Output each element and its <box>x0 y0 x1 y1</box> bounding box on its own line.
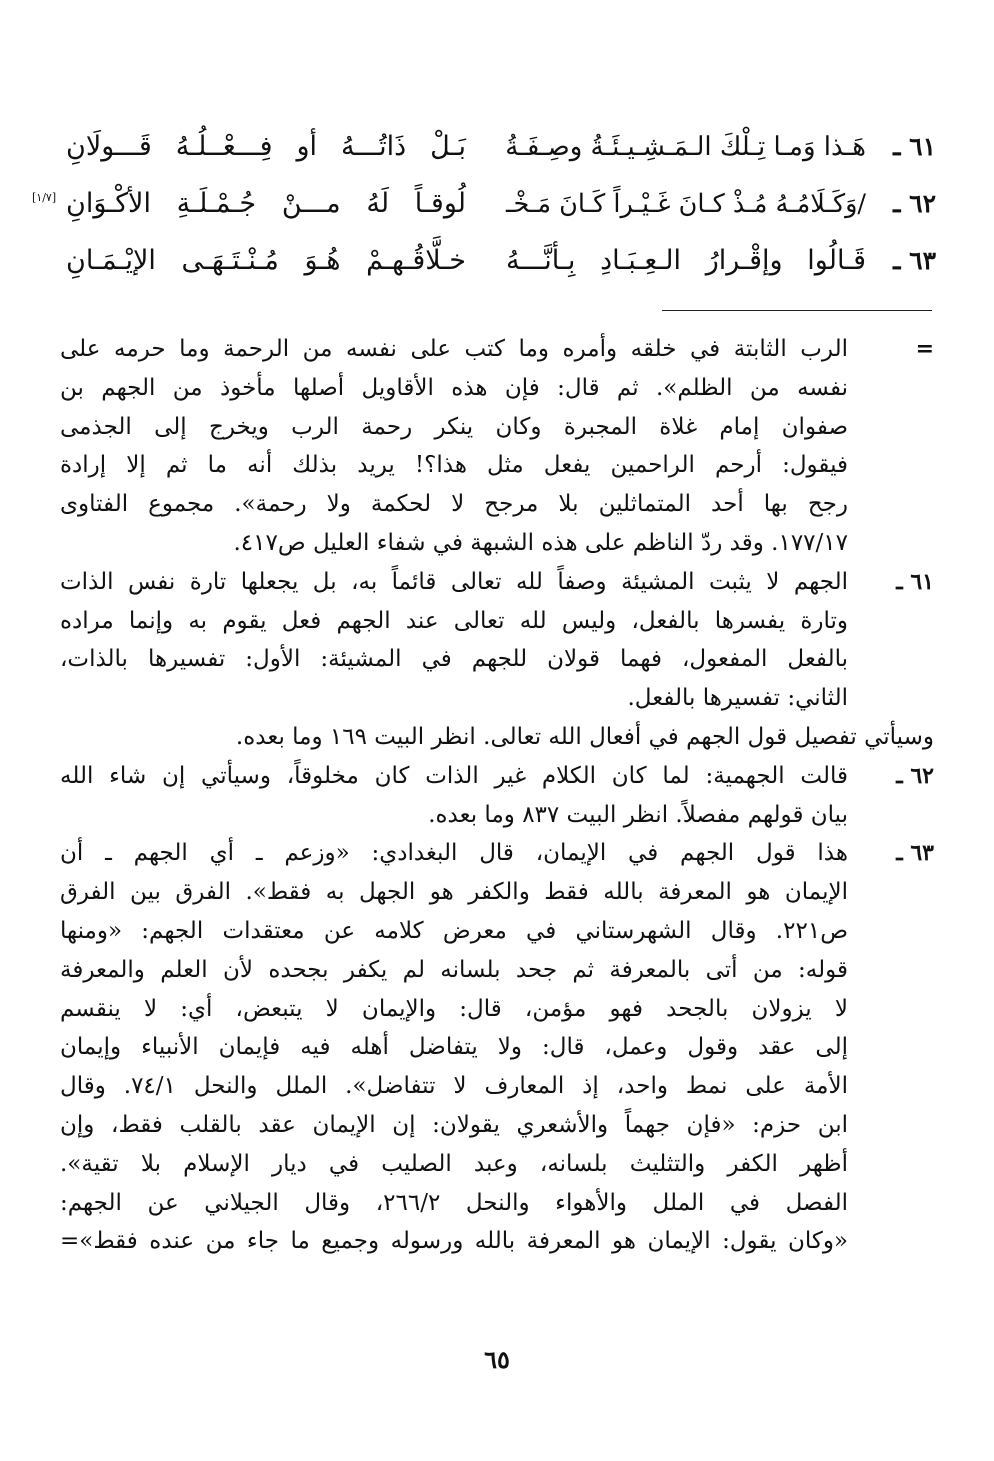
verse-second-hemistich: بَـلْ ذَاتُـــهُ أو فِـــعْــلُـهُ قَـــولَانِ <box>66 131 466 162</box>
footnote-label: ٦٣ ـ <box>896 840 934 867</box>
footnote-line: «وكان يقول: الإيمان هو المعرفة بالله ورسوله وجميع ما جاء من عنده فقط»= <box>60 1228 848 1255</box>
footnote-line: بيان قولهم مفصلاً. انظر البيت ٨٣٧ وما بعده. <box>428 801 848 828</box>
footnote-extra-line: وسيأتي تفصيل قول الجهم في أفعال الله تعالى. انظر البيت ١٦٩ وما بعده. <box>235 723 934 750</box>
volume-page-reference: [١/٧] <box>32 191 57 204</box>
footnotes <box>60 330 934 1261</box>
footnote-line: ١٧٧/١٧. وقد ردّ الناظم على هذه الشبهة في شفاء العليل ص٤١٧. <box>233 529 848 556</box>
verse-63 <box>56 232 936 289</box>
verse-second-hemistich: لُوقـاً لَهُ مـــنْ جُـمْـلَـةِ الأكْـوَانِ <box>66 188 466 219</box>
footnote-line: هذا قول الجهم في الإيمان، قال البغدادي: «وزعم ـ أي الجهم ـ أن <box>60 840 848 867</box>
footnote-line: الفصل في الملل والأهواء والنحل ٢٦٦/٢، وقال الجيلاني عن الجهم: <box>60 1189 848 1216</box>
footnote-body <box>60 757 848 835</box>
footnote-body <box>60 563 848 718</box>
verse-number: ٦٣ ـ <box>893 246 936 275</box>
footnote-line: صفوان إمام غلاة المجبرة وكان ينكر رحمة الرب ويخرج إلى الجذمى <box>60 413 848 440</box>
verse-62 <box>32 175 936 232</box>
verse-first-hemistich: /وَكَـلَامُـهُ مُـذْ كـانَ غَـيْـراً كَـانَ مَـخْـ <box>506 188 866 219</box>
footnote-body <box>60 834 848 1261</box>
footnote-63 <box>60 834 934 1261</box>
footnote-continuation <box>60 330 934 563</box>
footnote-line: لا يزولان بالجحد فهو مؤمن، قال: والإيمان لا يتبعض، أي: لا ينقسم <box>60 995 848 1022</box>
page-number: ٦٥ <box>484 1345 510 1374</box>
footnote-line: الجهم لا يثبت المشيئة وصفاً لله تعالى قائماً به، بل يجعلها تارة نفس الذات <box>60 568 848 595</box>
footnote-62 <box>60 757 934 835</box>
verse-61 <box>56 118 936 175</box>
poem-verses <box>32 118 936 289</box>
footnote-line: رجح بها أحد المتماثلين بلا مرجح لا لحكمة ولا رحمة». مجموع الفتاوى <box>60 491 848 518</box>
footnote-line: وتارة يفسرها بالفعل، وليس لله تعالى عند الجهم فعل يقوم به وإنما مراده <box>60 607 848 634</box>
verse-number: ٦١ ـ <box>893 132 936 161</box>
footnote-line: الأمة على نمط واحد، إذ المعارف لا تتفاضل». الملل والنحل ٧٤/١. وقال <box>60 1073 848 1100</box>
verse-first-hemistich: هَـذا وَمـا تِـلْكَ الـمَـشِـيـئَـةُ وصِـفَـةُ <box>505 131 866 162</box>
footnote-line: ص٢٢١. وقال الشهرستاني في معرض كلامه عن معتقدات الجهم: «ومنها <box>60 917 848 944</box>
footnote-line: قوله: من أتى بالمعرفة ثم جحد بلسانه لم يكفر بجحده لأن العلم والمعرفة <box>60 956 848 983</box>
verse-first-hemistich: قَـالُوا وإقْـرارُ الـعِـبَـادِ بِـأنَّـــهُ <box>506 245 866 276</box>
verse-second-hemistich: خـلَّاقُـهـمْ هُـوَ مُـنْـتَـهَـى الإيْـمَـانِ <box>66 245 466 276</box>
footnote-line: ابن حزم: «فإن جهماً والأشعري يقولان: إن الإيمان عقد بالقلب فقط، وإن <box>60 1111 848 1138</box>
footnote-line: فيقول: أرحم الراحمين يفعل مثل هذا؟! يريد بذلك أنه ما ثم إلا إرادة <box>60 452 848 479</box>
footnote-line: قالت الجهمية: لما كان الكلام غير الذات كان مخلوقاً، وسيأتي إن شاء الله <box>60 762 848 789</box>
footnote-line: بالفعل المفعول، فهما قولان للجهم في المشيئة: الأول: تفسيرها بالذات، <box>60 646 848 673</box>
footnote-label: ٦١ ـ <box>896 568 934 595</box>
footnote-label: = <box>915 336 934 362</box>
footnote-line: أظهر الكفر والتثليث بلسانه، وعبد الصليب في ديار الإسلام بلا تقية». <box>60 1150 848 1177</box>
verse-number: ٦٢ ـ <box>893 189 936 218</box>
footnote-line: الرب الثابتة في خلقه وأمره وما كتب على نفسه من الرحمة وما حرمه على <box>60 336 849 362</box>
footnote-line: نفسه من الظلم». ثم قال: فإن هذه الأقاويل أصلها مأخوذ من الجهم بن <box>60 374 848 401</box>
footnote-line: الإيمان هو المعرفة بالله فقط والكفر هو الجهل به فقط». الفرق بين الفرق <box>60 879 848 906</box>
footnote-line: الثاني: تفسيرها بالفعل. <box>627 685 848 712</box>
footnote-separator <box>662 310 932 311</box>
footnote-body <box>60 330 848 563</box>
footnote-61 <box>60 563 934 718</box>
footnote-label: ٦٢ ـ <box>896 762 934 789</box>
footnote-line: إلى عقد وقول وعمل، قال: ولا يتفاضل أهله فيه فإيمان الأنبياء وإيمان <box>60 1034 848 1061</box>
